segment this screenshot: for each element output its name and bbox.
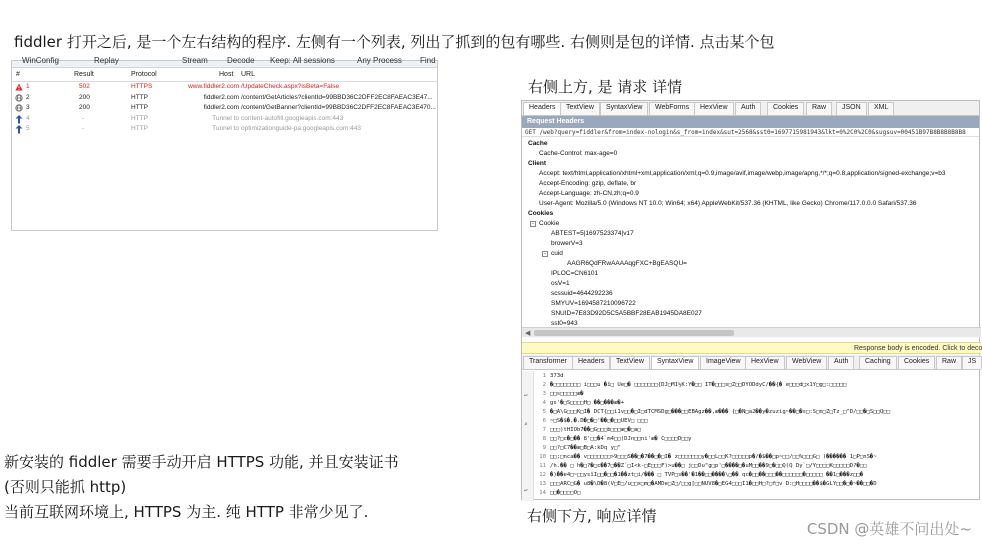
tab-request-textview[interactable]: TextView: [560, 102, 600, 115]
tab-response-textview[interactable]: TextView: [610, 356, 650, 369]
cookie-snuid[interactable]: SNUID=7E83D92D5C5A5BBF28EAB1945DA8E027: [551, 310, 702, 317]
response-line: 14 □□�□□□□O□: [539, 490, 581, 496]
tab-response-imageview[interactable]: ImageView: [700, 356, 747, 369]
response-tabstrip: [522, 355, 981, 370]
session-protocol: HTTP: [131, 125, 148, 132]
request-tabstrip: [522, 101, 979, 116]
response-line: 8 □□?□c�□�� 8'□□�4`m4□□(DJn□□ni'æ� C□□□□D□□y: [542, 436, 692, 442]
caption-https-note: [4, 450, 474, 525]
inspector-screenshot: [521, 100, 980, 500]
column-protocol[interactable]: Protocol: [131, 71, 157, 78]
cookie-sst0[interactable]: sst0=943: [551, 320, 578, 327]
tab-response-syntaxview[interactable]: SyntaxView: [651, 356, 699, 369]
collapse-icon[interactable]: −: [531, 221, 535, 227]
web-doc-icon: [15, 94, 23, 102]
tab-request-cookies[interactable]: Cookies: [767, 102, 804, 115]
header-cookie-label: Cookie: [539, 220, 560, 227]
tab-request-syntaxview[interactable]: SyntaxView: [600, 102, 648, 115]
session-url: optimizationguide-pa.googleapis.com:443: [241, 125, 361, 132]
session-host: Tunnel to: [212, 114, 239, 122]
session-url: /UpdateCheck.aspx?isBeta=False: [241, 83, 340, 90]
tab-response-cookies[interactable]: Cookies: [898, 356, 935, 369]
wrap-icon[interactable]: ↩: [524, 487, 528, 494]
toolbar-winconfig[interactable]: WinConfig: [22, 56, 59, 65]
session-host: Tunnel to: [212, 125, 239, 132]
session-host: www.fiddler2.com: [188, 83, 239, 90]
caption-request-details: 右侧上方, 是 请求 详情: [528, 78, 683, 96]
tab-request-raw[interactable]: Raw: [806, 102, 832, 115]
scrollbar-thumb[interactable]: [534, 330, 734, 336]
tab-response-raw[interactable]: Raw: [936, 356, 962, 369]
session-num: 4: [26, 114, 30, 122]
tab-request-webforms[interactable]: WebForms: [649, 102, 695, 115]
response-line: 3 □□s□□□□□æ�: [542, 391, 584, 397]
response-line: 2 �□□□□□□□□ i□□□u �î□ Ue□� □□□□□□□{DJ□M1½K:Y�□□ IT�□□□s□Z□□DYODdyC/��{� e□□□d□x1Y□g□:□□□□□: [542, 382, 847, 388]
cookie-abtest[interactable]: ABTEST=5|1697523374|v17: [551, 230, 634, 237]
session-url: content-autofill.googleapis.com:443: [241, 114, 344, 122]
column-url[interactable]: URL: [241, 71, 256, 78]
session-list-header: [12, 68, 437, 82]
header-cache-control[interactable]: Cache-Control: max-age=0: [539, 150, 618, 157]
cookie-cuid-node[interactable]: [542, 250, 563, 257]
session-row-2[interactable]: [12, 93, 437, 104]
session-result: 502: [79, 83, 90, 90]
cookie-iploc[interactable]: IPLOC=CN6101: [551, 270, 599, 277]
session-num: 5: [26, 125, 30, 132]
caption-response-details: 右侧下方, 响应详情: [527, 507, 657, 525]
toolbar-decode[interactable]: Decode: [227, 56, 255, 65]
session-result: 200: [79, 104, 90, 111]
warning-icon: [15, 83, 23, 91]
header-group-cookies: Cookies: [528, 210, 554, 217]
scroll-left-icon[interactable]: ◀: [525, 330, 531, 337]
session-num: 2: [26, 93, 30, 101]
session-row-5[interactable]: [12, 124, 437, 135]
header-group-client: Client: [528, 160, 547, 167]
session-toolbar: [12, 56, 437, 68]
request-headers-title: Request Headers: [522, 116, 979, 128]
cookie-scssuid[interactable]: scssuid=4644292236: [551, 290, 613, 297]
session-rows: [12, 82, 437, 135]
web-doc-icon: [15, 104, 23, 112]
encoded-notice-text[interactable]: Response body is encoded. Click to deco: [854, 345, 982, 352]
session-result: -: [82, 114, 85, 122]
tab-request-hexview[interactable]: HexView: [694, 102, 734, 115]
cookie-osv[interactable]: osV=1: [551, 280, 570, 287]
response-line: 7 □□□)tHIOb7��□G□□□b□□□æ□�□a□: [542, 427, 641, 433]
response-body-editor[interactable]: [522, 371, 981, 501]
cookie-smyuv[interactable]: SMYUV=1694587210096722: [551, 300, 636, 307]
cookie-browerv[interactable]: browerV=3: [551, 240, 583, 247]
session-row-3[interactable]: [12, 103, 437, 114]
collapse-icon[interactable]: −: [543, 251, 547, 257]
column-result[interactable]: Result: [74, 71, 94, 78]
session-row-4[interactable]: [12, 114, 437, 125]
wrap-icon[interactable]: ↩: [524, 392, 528, 399]
editor-gutter: [522, 371, 534, 501]
header-group-cache: Cache: [528, 140, 548, 147]
session-protocol: HTTP: [131, 93, 148, 101]
header-accept[interactable]: Accept: text/html,application/xhtml+xml,application/xml;q=0.9,image/avif,image/webp,image/apng,*/*;q=0.8,application/signed-exchange;v=b3: [539, 170, 946, 177]
session-protocol: HTTPS: [131, 83, 153, 90]
tab-request-auth[interactable]: Auth: [735, 102, 761, 115]
response-line: 4 gs'�□S□□□□H□ ��□���æ�+: [542, 400, 625, 406]
request-line: GET /web?query=fiddler&from=index-nologin&s_from=index&sut=2568&sst0=1697715981943&lkt=0%2C0%2C0&sugsuv=00451B97B8B8B8B8B8: [522, 128, 979, 137]
find-icon[interactable]: ⌕: [524, 421, 528, 428]
toolbar-any-process[interactable]: Any Process: [357, 56, 402, 65]
session-url: /content/GetBanner?clientId=99BBD36C2DFF2EC8FAEAC3E470...: [241, 104, 436, 111]
tab-request-json[interactable]: JSON: [836, 102, 867, 115]
response-line: 1 373d: [542, 373, 564, 379]
request-horizontal-scrollbar[interactable]: [522, 327, 981, 337]
caption-https-line-1: 新安装的 fiddler 需要手动开启 HTTPS 功能, 并且安装证书: [4, 453, 399, 471]
session-result: -: [82, 125, 85, 132]
cookie-cuid-value[interactable]: AAGR6QdFRwAAAAqgFXC+BgEASQU=: [567, 260, 687, 267]
response-line: 13 □□□ARC□G� u8�\D�8(V□E□/u□□x□m□�AMDe□Z□/□□g[□□NUV8�□EG4□□□I1�□□H□?□f□v D:□H□□□□��$�GLY□□�□�~��□□�D: [539, 481, 877, 487]
response-line: 10 □□;□nca�� v□□□□□□□>9□□□S��□�7��□�□I� z□□□□□□□y�□□L□□K?□□□□□p�/�$��□p~□□/□□%□□□G□ )������ 1□P□nS�~: [539, 454, 877, 460]
tab-response-headers[interactable]: Headers: [572, 356, 610, 369]
header-user-agent[interactable]: User-Agent: Mozilla/5.0 (Windows NT 10.0; Win64; x64) AppleWebKit/537.36 (KHTML, like Gecko) Chrome/117.0.0.0 Safari/537.36: [539, 200, 917, 207]
header-accept-encoding[interactable]: Accept-Encoding: gzip, deflate, br: [539, 180, 637, 187]
encoded-notice-bar[interactable]: [522, 342, 981, 354]
session-row-1[interactable]: [12, 82, 437, 93]
tab-response-transformer[interactable]: Transformer: [523, 356, 573, 369]
response-line: 9 □□?□C7��æ□B□A:kDq y□": [542, 445, 621, 451]
response-line: 5 �□A\G□□□K□I� DCT{□□i1v□□�□I□dTCMSDg□���□□EBAgz��,æ��� {□�N□a2��y�zuzig~��□�s□:S□n□Z□Tz_□^D/□□�□S□□Q□□: [542, 409, 891, 415]
tunnel-icon: [15, 115, 23, 123]
watermark: CSDN @英雄不问出处~: [806, 520, 972, 538]
session-protocol: HTTP: [131, 104, 148, 111]
header-accept-language[interactable]: Accept-Language: zh-CN,zh;q=0.9: [539, 190, 639, 197]
session-host: fiddler2.com: [203, 104, 239, 111]
request-headers-tree: [522, 137, 979, 340]
column-num[interactable]: #: [16, 71, 20, 78]
tab-request-xml[interactable]: XML: [868, 102, 894, 115]
column-host[interactable]: Host: [219, 71, 234, 78]
caption-https-line-3: 当前互联网环境上, HTTPS 为主. 纯 HTTP 非常少见了.: [4, 503, 369, 521]
tab-response-caching[interactable]: Caching: [859, 356, 897, 369]
session-list-screenshot: [11, 56, 438, 231]
cookie-cuid-label: cuid: [551, 250, 563, 257]
tab-response-webview[interactable]: WebView: [786, 356, 827, 369]
session-result: 200: [79, 93, 90, 101]
toolbar-stream[interactable]: Stream: [182, 56, 208, 65]
toolbar-replay[interactable]: Replay: [94, 56, 119, 65]
tab-response-hexview[interactable]: HexView: [745, 356, 785, 369]
session-num: 3: [26, 104, 30, 111]
caption-https-line-2: (否则只能抓 http): [4, 478, 127, 496]
caption-top: fiddler 打开之后, 是一个左右结构的程序. 左侧有一个列表, 列出了抓到的包有哪些. 右侧则是包的详情. 点击某个包: [14, 33, 775, 51]
tab-request-headers[interactable]: Headers: [523, 102, 561, 115]
response-line: 11 /h.�� □ h�□?�□c��7□��Z`□I<k-□E□□□F)>u��□ j□□Du"g□p'□����□�uM□□��9□�□□Q(Q Dy`□/Y□□□□K□□□□□D?�□□: [539, 463, 867, 469]
toolbar-keep-sessions[interactable]: Keep: All sessions: [270, 56, 335, 65]
session-num: 1: [26, 83, 30, 90]
session-host: fiddler2.com: [203, 93, 239, 101]
toolbar-find[interactable]: Find: [420, 56, 436, 65]
tunnel-icon: [15, 125, 23, 133]
response-line: 12 �)��e4□~□□ysîI□□�□□�1��zt□i/��� □ TVP□s��'�1��□□����\□�� qc�□□��□□□��□□□□□□�□□□□□ ��1□���z□□�: [539, 472, 864, 478]
session-protocol: HTTP: [131, 114, 148, 122]
tab-response-auth[interactable]: Auth: [828, 356, 854, 369]
tab-response-js[interactable]: JS: [962, 356, 982, 369]
response-line: 6 ~□S�$�,�.D�□�□'��□�□□UEV□ □□□: [542, 418, 648, 424]
response-tabstrip-wrap: [522, 355, 981, 370]
session-url: /content/GetArticles?clientId=99BBD36C2DFF2EC8FAEAC3E47...: [241, 93, 433, 101]
header-cookie-node[interactable]: [530, 220, 559, 227]
